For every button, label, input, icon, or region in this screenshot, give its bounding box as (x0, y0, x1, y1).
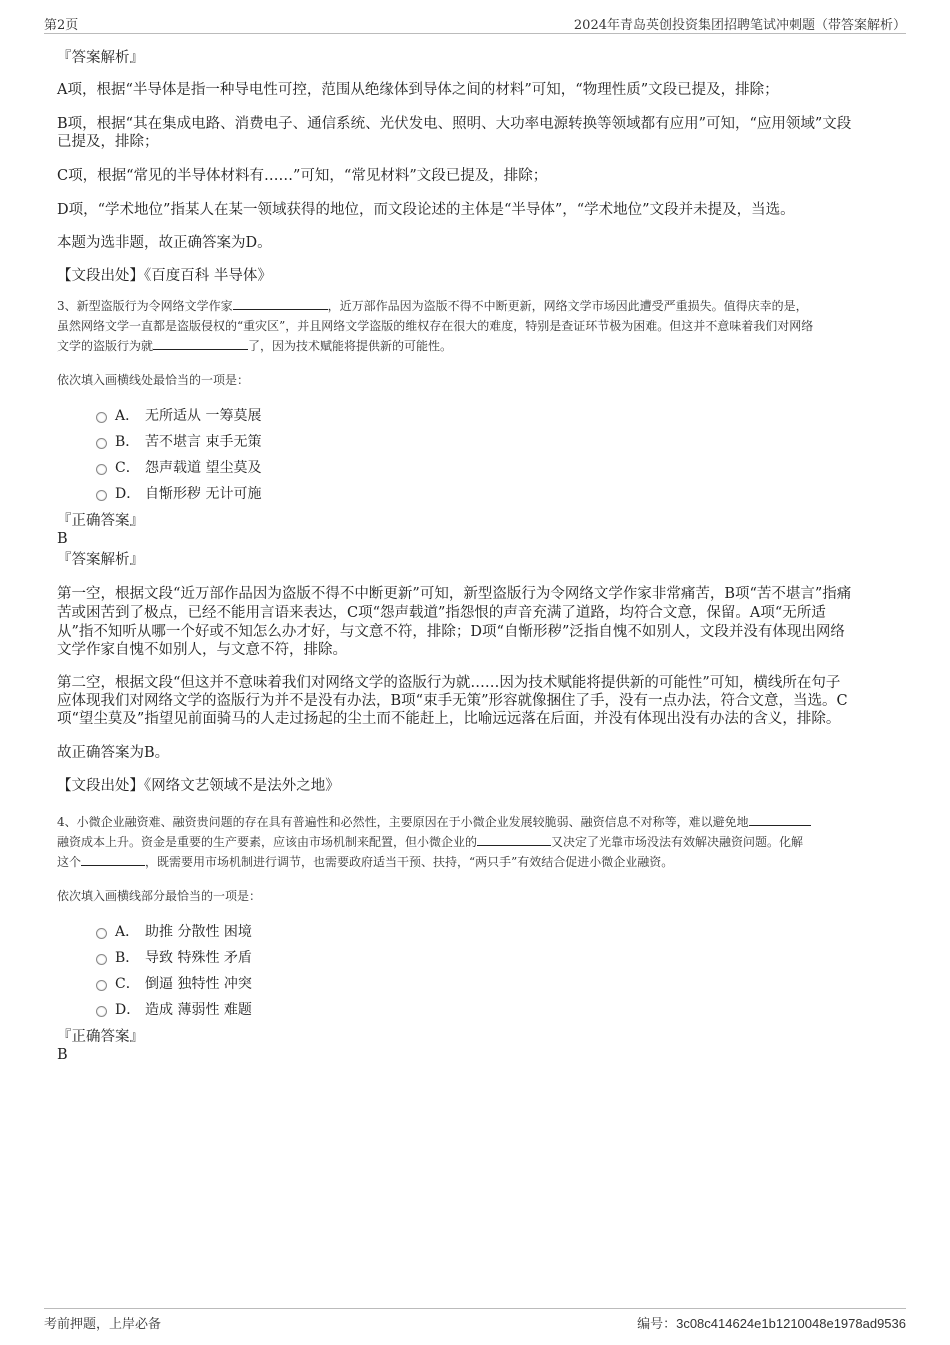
q3-stem-line2: 虽然网络文学一直都是盗版侵权的“重灾区”，并且网络文学盗版的维权存在很大的难度，特别是查证环节极为困难。但这并不意味着我们对网络 (57, 319, 814, 333)
q3-analysis-p1-line2: 苦或困苦到了极点，已经不能用言语来表达，C项“怨声载道”指怨恨的声音充满了道路，均符合文意，保留。A项“无所适 (57, 605, 826, 621)
q4-option-c[interactable]: C． 倒逼 独特性 冲突 (96, 973, 252, 993)
q3-stem-line1: 3、新型盗版行为令网络文学作家 ，近万部作品因为盗版不得不中断更新，网络文学市场因此遭受严重损失。值得庆幸的是， (57, 299, 808, 313)
q3-answer: B (57, 531, 68, 547)
q3-option-b[interactable]: B． 苦不堪言 束手无策 (96, 431, 261, 451)
q4-blank-1 (749, 813, 811, 826)
footer-code-label: 编号： (637, 1317, 677, 1332)
q3-blank-1 (233, 297, 328, 310)
footer-slogan: 考前押题，上岸必备 (44, 1317, 162, 1332)
q4-option-a[interactable]: A． 助推 分散性 困境 (96, 921, 252, 941)
q4-prompt: 依次填入画横线部分最恰当的一项是： (57, 889, 262, 903)
radio-icon[interactable] (96, 928, 107, 939)
q3-prompt: 依次填入画横线处最恰当的一项是： (57, 373, 250, 387)
q3-option-c[interactable]: C． 怨声载道 望尘莫及 (96, 457, 261, 477)
q4-stem-line2: 融资成本上升。资金是重要的生产要素，应该由市场机制来配置，但小微企业的 又决定了光靠市场没法有效解决融资问题。化解 (57, 835, 804, 849)
page-number: 第2页 (44, 18, 79, 33)
q3-analysis-p2-line1: 第二空，根据文段“但这并不意味着我们对网络文学的盗版行为就……因为技术赋能将提供新的可能性”可知，横线所在句子 (57, 675, 841, 691)
radio-icon[interactable] (96, 490, 107, 501)
q3-analysis-p1-line1: 第一空，根据文段“近万部作品因为盗版不得不中断更新”可知，新型盗版行为令网络文学作家非常痛苦，B项“苦不堪言”指痛 (57, 586, 852, 602)
document-title: 2024年青岛英创投资集团招聘笔试冲刺题（带答案解析） (573, 18, 906, 33)
q3-answer-label: 『正确答案』 (57, 513, 144, 529)
footer-divider (44, 1308, 906, 1309)
q2-analysis-b-line1: B项，根据“其在集成电路、消费电子、通信系统、光伏发电、照明、大功率电源转换等领域都有应用”可知，“应用领域”文段 (57, 116, 852, 132)
q2-analysis-c: C项，根据“常见的半导体材料有……”可知，“常见材料”文段已提及，排除； (57, 168, 548, 184)
q2-analysis-a: A项，根据“半导体是指一种导电性可控，范围从绝缘体到导体之间的材料”可知，“物理性质”文段已提及，排除； (57, 82, 779, 98)
q4-option-d[interactable]: D． 造成 薄弱性 难题 (96, 999, 252, 1019)
q3-option-a[interactable]: A． 无所适从 一筹莫展 (96, 405, 261, 425)
q3-option-d[interactable]: D． 自惭形秽 无计可施 (96, 483, 261, 503)
q3-conclusion: 故正确答案为B。 (57, 745, 170, 761)
q4-stem-line1: 4、小微企业融资难、融资贵问题的存在具有普遍性和必然性，主要原因在于小微企业发展较脆弱、融资信息不对称等，难以避免地 (57, 812, 897, 832)
q3-analysis-p2-line2: 应体现我们对网络文学的盗版行为并不是没有办法，B项“束手无策”形容就像捆住了手，没有一点办法，符合文意，当选。C (57, 693, 848, 709)
radio-icon[interactable] (96, 954, 107, 965)
q3-stem-line3: 文学的盗版行为就 了，因为技术赋能将提供新的可能性。 (57, 339, 453, 353)
footer-code-value: 3c08c414624e1b1210048e1978ad9536 (676, 1316, 906, 1331)
q2-conclusion: 本题为选非题，故正确答案为D。 (57, 235, 272, 251)
footer-code (637, 1313, 906, 1332)
q4-answer-label: 『正确答案』 (57, 1029, 144, 1045)
q2-source: 【文段出处】《百度百科 半导体》 (57, 268, 272, 284)
radio-icon[interactable] (96, 438, 107, 449)
q3-analysis-label: 『答案解析』 (57, 552, 144, 568)
q2-analysis-label: 『答案解析』 (57, 50, 144, 66)
radio-icon[interactable] (96, 464, 107, 475)
q4-blank-2 (477, 833, 551, 846)
q4-stem-line3: 这个 ，既需要用市场机制进行调节，也需要政府适当干预、扶持，“两只手”有效结合促进小微企业融资。 (57, 855, 674, 869)
q3-analysis-p2-line3: 项“望尘莫及”指望见前面骑马的人走过扬起的尘土而不能赶上，比喻远远落在后面，并没有体现出没有办法的含义，排除。 (57, 711, 841, 727)
q2-analysis-d: D项，“学术地位”指某人在某一领域获得的地位，而文段论述的主体是“半导体”，“学术地位”文段并未提及，当选。 (57, 202, 795, 218)
header-divider (44, 33, 906, 34)
radio-icon[interactable] (96, 412, 107, 423)
radio-icon[interactable] (96, 980, 107, 991)
q4-option-b[interactable]: B． 导致 特殊性 矛盾 (96, 947, 252, 967)
q2-analysis-b-line2: 已提及，排除； (57, 134, 159, 150)
q3-analysis-p1-line3: 从”指不知听从哪一个好或不知怎么办才好，与文意不符，排除；D项“自惭形秽”泛指自愧不如别人，文段并没有体现出网络 (57, 624, 845, 640)
q3-source: 【文段出处】《网络文艺领域不是法外之地》 (57, 778, 340, 794)
q4-blank-3 (81, 853, 145, 866)
q4-answer: B (57, 1047, 68, 1063)
q3-blank-2 (153, 337, 248, 350)
radio-icon[interactable] (96, 1006, 107, 1017)
q3-analysis-p1-line4: 文学作家自愧不如别人，与文意不符，排除。 (57, 642, 347, 658)
